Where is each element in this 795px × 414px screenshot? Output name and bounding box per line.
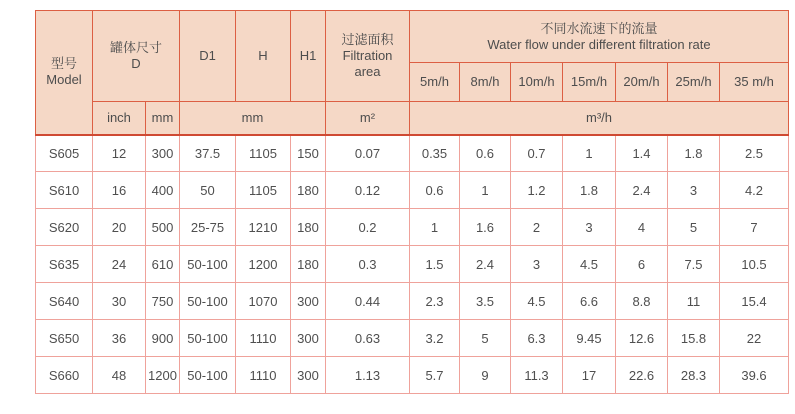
flow-15-cell: 17 [563, 357, 616, 394]
flow-35-cell: 2.5 [720, 135, 789, 172]
header-flow-title-en: Water flow under different filtration rate [487, 36, 711, 52]
header-h1: H1 [291, 11, 326, 102]
h1-cell: 300 [291, 357, 326, 394]
unit-inch: inch [93, 102, 146, 135]
flow-20-cell: 12.6 [616, 320, 668, 357]
flow-15-cell: 6.6 [563, 283, 616, 320]
inch-cell: 48 [93, 357, 146, 394]
flow-10-cell: 6.3 [511, 320, 563, 357]
header-filtration-cn: 过滤面积 [341, 32, 394, 47]
flow-5-cell: 2.3 [410, 283, 460, 320]
flow-35-cell: 4.2 [720, 172, 789, 209]
table-header [36, 11, 789, 135]
flow-25-cell: 28.3 [668, 357, 720, 394]
flow-8-cell: 2.4 [460, 246, 511, 283]
flow-5-cell: 5.7 [410, 357, 460, 394]
inch-cell: 30 [93, 283, 146, 320]
flow-8-cell: 1.6 [460, 209, 511, 246]
header-model-en: Model [46, 72, 82, 88]
header-model [36, 11, 93, 135]
flow-35-cell: 39.6 [720, 357, 789, 394]
h-cell: 1210 [236, 209, 291, 246]
d1-cell: 25-75 [180, 209, 236, 246]
inch-cell: 24 [93, 246, 146, 283]
header-filtration-area [326, 11, 410, 102]
flow-15-cell: 3 [563, 209, 616, 246]
flow-5-cell: 0.6 [410, 172, 460, 209]
inch-cell: 20 [93, 209, 146, 246]
filtration-area-cell: 0.44 [326, 283, 410, 320]
h-cell: 1110 [236, 357, 291, 394]
header-flow-rate-8: 8m/h [460, 63, 511, 102]
header-flow-rate-5: 5m/h [410, 63, 460, 102]
flow-15-cell: 1 [563, 135, 616, 172]
inch-cell: 36 [93, 320, 146, 357]
mm-cell: 750 [146, 283, 180, 320]
flow-10-cell: 2 [511, 209, 563, 246]
d1-cell: 50-100 [180, 357, 236, 394]
d1-cell: 50-100 [180, 320, 236, 357]
h-cell: 1105 [236, 172, 291, 209]
header-filtration-en2: area [354, 64, 381, 79]
flow-5-cell: 3.2 [410, 320, 460, 357]
flow-8-cell: 1 [460, 172, 511, 209]
filtration-area-cell: 1.13 [326, 357, 410, 394]
h1-cell: 150 [291, 135, 326, 172]
inch-cell: 16 [93, 172, 146, 209]
model-cell: S650 [36, 320, 93, 357]
flow-20-cell: 22.6 [616, 357, 668, 394]
flow-20-cell: 6 [616, 246, 668, 283]
table-body [36, 135, 789, 394]
header-flow-rate-25: 25m/h [668, 63, 720, 102]
flow-25-cell: 11 [668, 283, 720, 320]
flow-35-cell: 22 [720, 320, 789, 357]
inch-cell: 12 [93, 135, 146, 172]
header-filtration-en1: Filtration [342, 48, 393, 63]
flow-20-cell: 8.8 [616, 283, 668, 320]
unit-area: m² [326, 102, 410, 135]
flow-15-cell: 9.45 [563, 320, 616, 357]
table-row [36, 283, 789, 320]
flow-8-cell: 3.5 [460, 283, 511, 320]
filtration-area-cell: 0.12 [326, 172, 410, 209]
flow-35-cell: 10.5 [720, 246, 789, 283]
model-cell: S620 [36, 209, 93, 246]
flow-10-cell: 4.5 [511, 283, 563, 320]
filtration-area-cell: 0.2 [326, 209, 410, 246]
header-flow-rate-15: 15m/h [563, 63, 616, 102]
mm-cell: 900 [146, 320, 180, 357]
flow-25-cell: 3 [668, 172, 720, 209]
mm-cell: 500 [146, 209, 180, 246]
flow-5-cell: 1 [410, 209, 460, 246]
header-flow-rate-10: 10m/h [511, 63, 563, 102]
model-cell: S640 [36, 283, 93, 320]
mm-cell: 400 [146, 172, 180, 209]
flow-25-cell: 7.5 [668, 246, 720, 283]
unit-flow: m³/h [410, 102, 789, 135]
h-cell: 1105 [236, 135, 291, 172]
d1-cell: 50-100 [180, 246, 236, 283]
header-tank-size-cn: 罐体尺寸 [109, 40, 162, 55]
h1-cell: 180 [291, 246, 326, 283]
model-cell: S605 [36, 135, 93, 172]
filtration-area-cell: 0.07 [326, 135, 410, 172]
spec-table [35, 10, 789, 394]
h-cell: 1200 [236, 246, 291, 283]
mm-cell: 300 [146, 135, 180, 172]
flow-20-cell: 2.4 [616, 172, 668, 209]
header-tank-size-code: D [131, 56, 141, 71]
flow-8-cell: 9 [460, 357, 511, 394]
table-row [36, 246, 789, 283]
flow-5-cell: 1.5 [410, 246, 460, 283]
flow-35-cell: 15.4 [720, 283, 789, 320]
header-d1: D1 [180, 11, 236, 102]
filtration-area-cell: 0.3 [326, 246, 410, 283]
table-row [36, 209, 789, 246]
flow-10-cell: 11.3 [511, 357, 563, 394]
header-flow-rate-20: 20m/h [616, 63, 668, 102]
header-tank-size [93, 11, 180, 102]
h1-cell: 300 [291, 320, 326, 357]
flow-35-cell: 7 [720, 209, 789, 246]
table-row [36, 320, 789, 357]
h1-cell: 180 [291, 172, 326, 209]
flow-8-cell: 0.6 [460, 135, 511, 172]
flow-15-cell: 1.8 [563, 172, 616, 209]
table-row [36, 357, 789, 394]
d1-cell: 37.5 [180, 135, 236, 172]
header-model-cn: 型号 [50, 56, 77, 72]
unit-mm: mm [146, 102, 180, 135]
model-cell: S635 [36, 246, 93, 283]
header-flow-title [410, 11, 789, 63]
header-flow-title-cn: 不同水流速下的流量 [540, 20, 658, 36]
mm-cell: 1200 [146, 357, 180, 394]
flow-25-cell: 5 [668, 209, 720, 246]
header-h: H [236, 11, 291, 102]
flow-5-cell: 0.35 [410, 135, 460, 172]
header-flow-rate-35: 35 m/h [720, 63, 789, 102]
model-cell: S610 [36, 172, 93, 209]
h-cell: 1070 [236, 283, 291, 320]
unit-mm-span: mm [180, 102, 326, 135]
h1-cell: 300 [291, 283, 326, 320]
filtration-area-cell: 0.63 [326, 320, 410, 357]
flow-10-cell: 1.2 [511, 172, 563, 209]
flow-8-cell: 5 [460, 320, 511, 357]
h-cell: 1110 [236, 320, 291, 357]
table-row [36, 172, 789, 209]
mm-cell: 610 [146, 246, 180, 283]
d1-cell: 50-100 [180, 283, 236, 320]
flow-20-cell: 1.4 [616, 135, 668, 172]
flow-10-cell: 0.7 [511, 135, 563, 172]
flow-25-cell: 1.8 [668, 135, 720, 172]
d1-cell: 50 [180, 172, 236, 209]
table-row [36, 135, 789, 172]
flow-25-cell: 15.8 [668, 320, 720, 357]
flow-15-cell: 4.5 [563, 246, 616, 283]
flow-20-cell: 4 [616, 209, 668, 246]
h1-cell: 180 [291, 209, 326, 246]
model-cell: S660 [36, 357, 93, 394]
flow-10-cell: 3 [511, 246, 563, 283]
